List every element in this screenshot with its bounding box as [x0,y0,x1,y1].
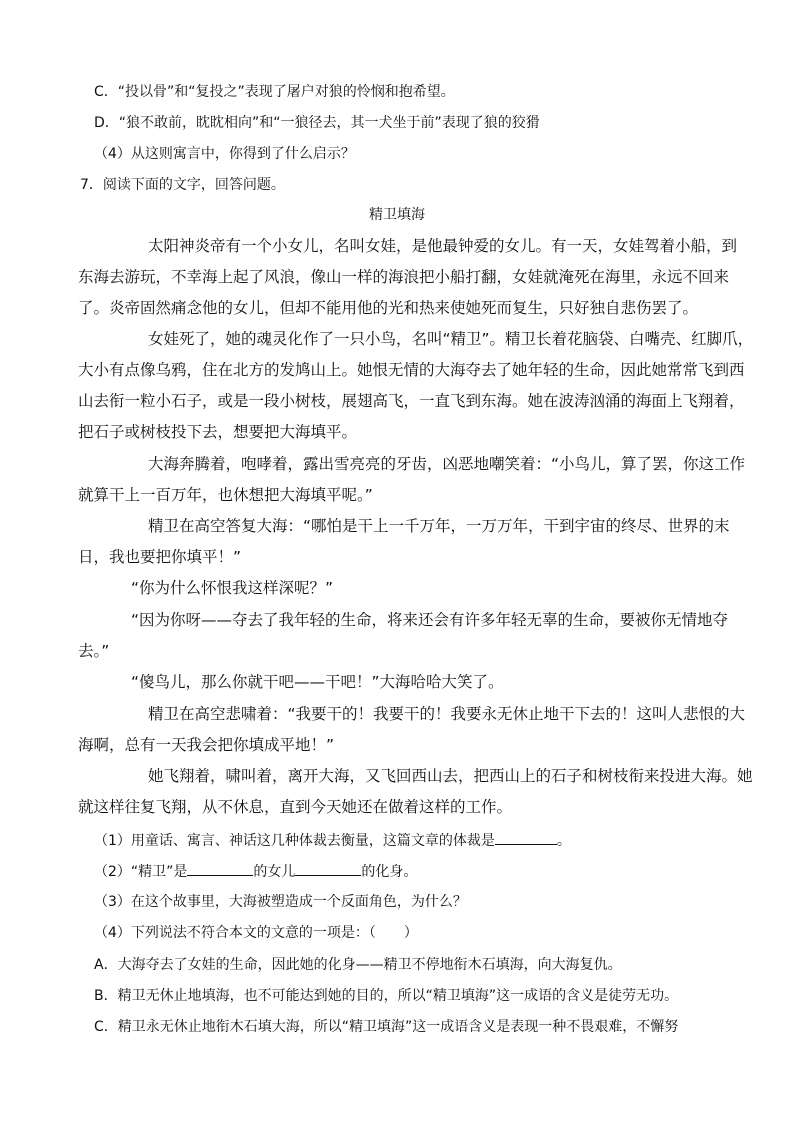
passage-line: 女娃死了，她的魂灵化作了一只小鸟，名叫“精卫”。精卫长着花脑袋、白嘴壳、红脚爪， [148,330,754,348]
q7-subquestion-2 [94,861,417,882]
q7-subquestion-4: （4）下列说法不符合本文的文意的一项是：（ ） [94,925,418,941]
q7-option-b: B．精卫无休止地填海，也不可能达到她的目的，所以“精卫填海”这一成语的含义是徒劳无功。 [94,988,679,1004]
passage-line: 把石子或树枝投下去，想要把大海填平。 [78,423,358,441]
passage-line: 了。炎帝固然痛念他的女儿，但却不能用他的光和热来使她死而复生，只好独自悲伤罢了。 [78,299,699,317]
passage-line: 她飞翔着，啸叫着，离开大海，又飞回西山去，把西山上的石子和树枝衔来投进大海。她 [148,767,753,785]
passage-line: 大海奔腾着，咆哮着，露出雪亮亮的牙齿，凶恶地嘲笑着：“小鸟儿，算了罢，你这工作 [148,455,746,473]
q6-option-c: C．“投以骨”和“复投之”表现了屠户对狼的怜悯和抱希望。 [94,84,455,100]
q7-subquestion-3: （3）在这个故事里，大海被塑造成一个反面角色，为什么？ [94,894,467,910]
subquestion-1-text: （1）用童话、寓言、神话这几种体裁去衡量，这篇文章的体裁是 [94,833,495,849]
q6-subquestion-4: （4）从这则寓言中，你得到了什么启示？ [94,146,355,162]
q7-option-a: A．大海夺去了女娃的生命，因此她的化身——精卫不停地衔木石填海，向大海复仇。 [94,957,622,973]
passage-line: “你为什么怀恨我这样深呢？” [131,579,334,597]
subquestion-2-text: 的化身。 [361,864,418,880]
passage-line: 大小有点像乌鸦，住在北方的发鸠山上。她恨无情的大海夺去了她年轻的生命，因此她常常飞到西 [78,361,745,379]
passage-line: “因为你呀——夺去了我年轻的生命，将来还会有许多年轻无辜的生命，要被你无情地夺 [131,611,729,629]
answer-blank[interactable] [495,830,557,845]
q7-option-c: C．精卫永无休止地衔木石填大海，所以“精卫填海”这一成语含义是表现一种不畏艰难，不懈努 [94,1019,679,1035]
passage-line: 就这样往复飞翔，从不休息，直到今天她还在做着这样的工作。 [78,798,513,816]
q7-subquestion-1 [94,830,571,851]
passage-line: 去。” [78,642,110,660]
passage-line: 山去衔一粒小石子，或是一段小树枝，展翅高飞，一直飞到东海。她在波涛汹涌的海面上飞翔着， [78,392,745,410]
subquestion-2-text: 的女儿 [253,864,296,880]
passage-title: 精卫填海 [369,207,425,223]
subquestion-1-end: 。 [556,833,571,849]
q6-option-d: D．“狼不敢前，眈眈相向”和“一狼径去，其一犬坐于前”表现了狼的狡猾 [94,115,540,131]
q7-intro: 7．阅读下面的文字，回答问题。 [80,177,285,193]
answer-blank[interactable] [295,861,361,876]
passage-line: 精卫在高空答复大海：“哪怕是干上一千万年，一万万年，干到宇宙的终尽、世界的末 [148,517,730,535]
passage-line: 东海去游玩，不幸海上起了风浪，像山一样的海浪把小船打翻，女娃就淹死在海里，永远不回来 [78,268,730,286]
passage-line: 太阳神炎帝有一个小女儿，名叫女娃，是他最钟爱的女儿。有一天，女娃驾着小船，到 [148,237,738,255]
passage-line: 海啊，总有一天我会把你填成平地！” [78,736,335,754]
passage-line: 就算干上一百万年，也休想把大海填平呢。” [78,486,373,504]
passage-line: 精卫在高空悲啸着：“我要干的！我要干的！我要永无休止地干下去的！这叫人悲恨的大 [148,705,746,723]
passage-line: “傻鸟儿，那么你就干吧——干吧！”大海哈哈大笑了。 [131,673,504,691]
subquestion-2-text: （2）“精卫”是 [94,864,188,880]
passage-line: 日，我也要把你填平！” [78,548,242,566]
answer-blank[interactable] [187,861,253,876]
